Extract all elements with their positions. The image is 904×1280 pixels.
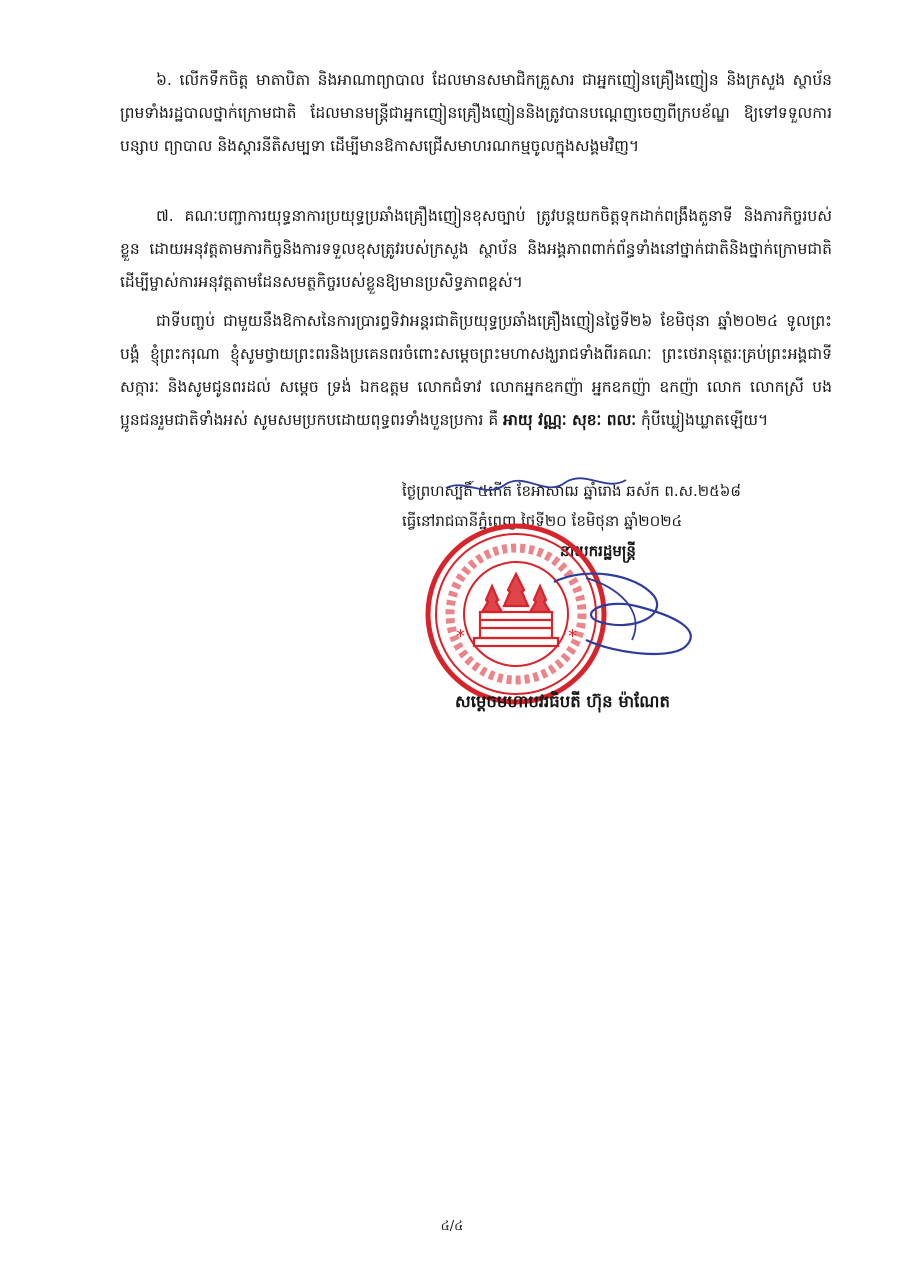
closing-paragraph bbox=[120, 305, 832, 437]
seal-star-right: * bbox=[568, 626, 577, 647]
closing-text-block bbox=[120, 305, 832, 437]
page-number: ៤/៤ bbox=[440, 1219, 464, 1234]
closing-end-text: កុំបីឃ្លៀងឃ្លាតឡើយ។ bbox=[641, 411, 769, 429]
blessings-text: អាយុ វណ្ណៈ សុខៈ ពលៈ bbox=[503, 411, 637, 429]
handwritten-signature bbox=[436, 470, 736, 670]
paragraph-6 bbox=[120, 64, 832, 163]
paragraph-6-text: ៦. លើកទឹកចិត្ត មាតាបិតា និងអាណាព្យាបាល ដែលមានសមាជិកគ្រួសារ ជាអ្នកញៀនគ្រឿងញៀន និងក្រសួង ស្ថាប័ន ព្រមទាំងរដ្ឋបាលថ្នាក់ក្រោមជាតិ ដែលមានមន្ត្រីជាអ្នកញៀនគ្រឿងញៀននិងត្រូវបានបណ្តេញចេញពីក្របខ័ណ្ឌ ឱ្យទៅទទួលការបន្សាប ព្យាបាល និងស្តារនីតិសម្បទា ដើម្បីមានឱកាសជ្រើសមាហរណកម្មចូលក្នុងសង្គមវិញ។ bbox=[120, 71, 832, 155]
paragraph-7-text: ៧. គណៈបញ្ជាការយុទ្ធនាការប្រយុទ្ធប្រឆាំងគ្រឿងញៀនខុសច្បាប់ ត្រូវបន្តយកចិត្តទុកដាក់ពង្រឹងតួនាទី និងភារកិច្ចរបស់ខ្លួន ដោយអនុវត្តតាមភារកិច្ចនិងការទទួលខុសត្រូវរបស់ក្រសួង ស្ថាប័ន និងអង្គភាពពាក់ព័ន្ធទាំងនៅថ្នាក់ជាតិនិងថ្នាក់ក្រោមជាតិ ដើម្បីម្ចាស់ការអនុវត្តតាមដែនសមត្ថកិច្ចរបស់ខ្លួនឱ្យមានប្រសិទ្ធភាពខ្ពស់។ bbox=[120, 207, 832, 291]
solar-date: ធ្វើនៅរាជធានីភ្នំពេញ ថ្ងៃទី២០ ខែមិថុនា ឆ្នាំ២០២៤ bbox=[402, 512, 683, 530]
signer-position: នាយករដ្ឋមន្ត្រី bbox=[560, 542, 636, 560]
lunar-date: ថ្ងៃព្រហស្បតិ៍ ៥កើត ខែអាសាឍ ឆ្នាំរោង ឆស័ក ព.ស.២៥៦៨ bbox=[402, 482, 741, 500]
closing-text: ជាទីបញ្ចប់ ជាមួយនឹងឱកាសនៃការប្រារព្ធទិវាអន្តរជាតិប្រយុទ្ធប្រឆាំងគ្រឿងញៀនថ្ងៃទី២៦ ខែមិថុនា ឆ្នាំ២០២៤ ទូលព្រះបង្គំ ខ្ញុំព្រះករុណា ខ្ញុំសូមថ្វាយព្រះពរនិងប្រគេនពរចំពោះសម្តេចព្រះមហាសង្ឃរាជទាំងពីរគណៈ ព្រះថេរានុត្ថេរៈគ្រប់ព្រះអង្គជាទីសក្ការៈ និងសូមជូនពរដល់ សម្តេច ទ្រង់ ឯកឧត្តម លោកជំទាវ លោកអ្នកឧកញ៉ា អ្នកឧកញ៉ា ឧកញ៉ា លោក លោកស្រី បងប្អូនជនរួមជាតិទាំងអស់ សូមសមប្រកបដោយពុទ្ធពរទាំងបួនប្រការ គឺ bbox=[120, 312, 832, 429]
signer-name: សម្តេចមហាបវរធិបតី ហ៊ុន ម៉ាណែត bbox=[455, 692, 670, 711]
seal-star-left: * bbox=[456, 626, 465, 647]
paragraph-7 bbox=[120, 200, 832, 299]
